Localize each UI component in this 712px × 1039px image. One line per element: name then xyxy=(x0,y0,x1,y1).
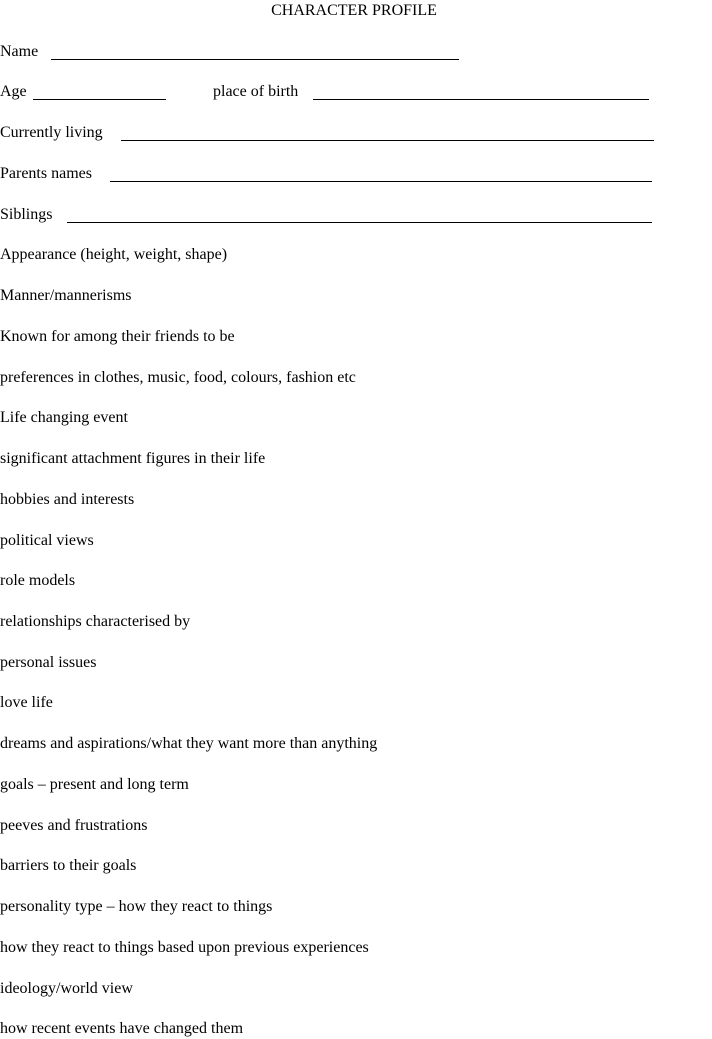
parents-names-label: Parents names xyxy=(0,165,92,182)
currently-living-blank-line[interactable] xyxy=(121,140,654,141)
prompt-life-changing-event: Life changing event xyxy=(0,409,128,426)
page-title: CHARACTER PROFILE xyxy=(271,2,437,19)
name-label: Name xyxy=(0,43,39,60)
prompt-peeves: peeves and frustrations xyxy=(0,817,148,834)
age-label: Age xyxy=(0,83,27,100)
place-of-birth-blank-line[interactable] xyxy=(313,99,649,100)
prompt-recent-events: how recent events have changed them xyxy=(0,1020,244,1037)
prompt-relationships: relationships characterised by xyxy=(0,613,191,630)
prompt-dreams: dreams and aspirations/what they want more than anything xyxy=(0,735,378,752)
prompt-hobbies: hobbies and interests xyxy=(0,491,135,508)
prompt-goals: goals – present and long term xyxy=(0,776,189,793)
parents-names-blank-line[interactable] xyxy=(110,181,652,182)
prompt-mannerisms: Manner/mannerisms xyxy=(0,287,132,304)
name-blank-line[interactable] xyxy=(51,59,459,60)
currently-living-label: Currently living xyxy=(0,124,103,141)
prompt-ideology: ideology/world view xyxy=(0,980,133,997)
place-of-birth-label: place of birth xyxy=(213,83,299,100)
prompt-personality-type: personality type – how they react to things xyxy=(0,898,273,915)
prompt-reactions-previous: how they react to things based upon previous experiences xyxy=(0,939,369,956)
prompt-known-for: Known for among their friends to be xyxy=(0,328,235,345)
age-blank-line[interactable] xyxy=(33,99,166,100)
siblings-label: Siblings xyxy=(0,206,53,223)
prompt-political-views: political views xyxy=(0,532,94,549)
prompt-personal-issues: personal issues xyxy=(0,654,97,671)
prompt-appearance: Appearance (height, weight, shape) xyxy=(0,246,228,263)
prompt-love-life: love life xyxy=(0,694,53,711)
siblings-blank-line[interactable] xyxy=(67,222,652,223)
prompt-role-models: role models xyxy=(0,572,76,589)
prompt-attachment-figures: significant attachment figures in their life xyxy=(0,450,266,467)
prompt-preferences: preferences in clothes, music, food, colours, fashion etc xyxy=(0,369,356,386)
prompt-barriers: barriers to their goals xyxy=(0,857,137,874)
